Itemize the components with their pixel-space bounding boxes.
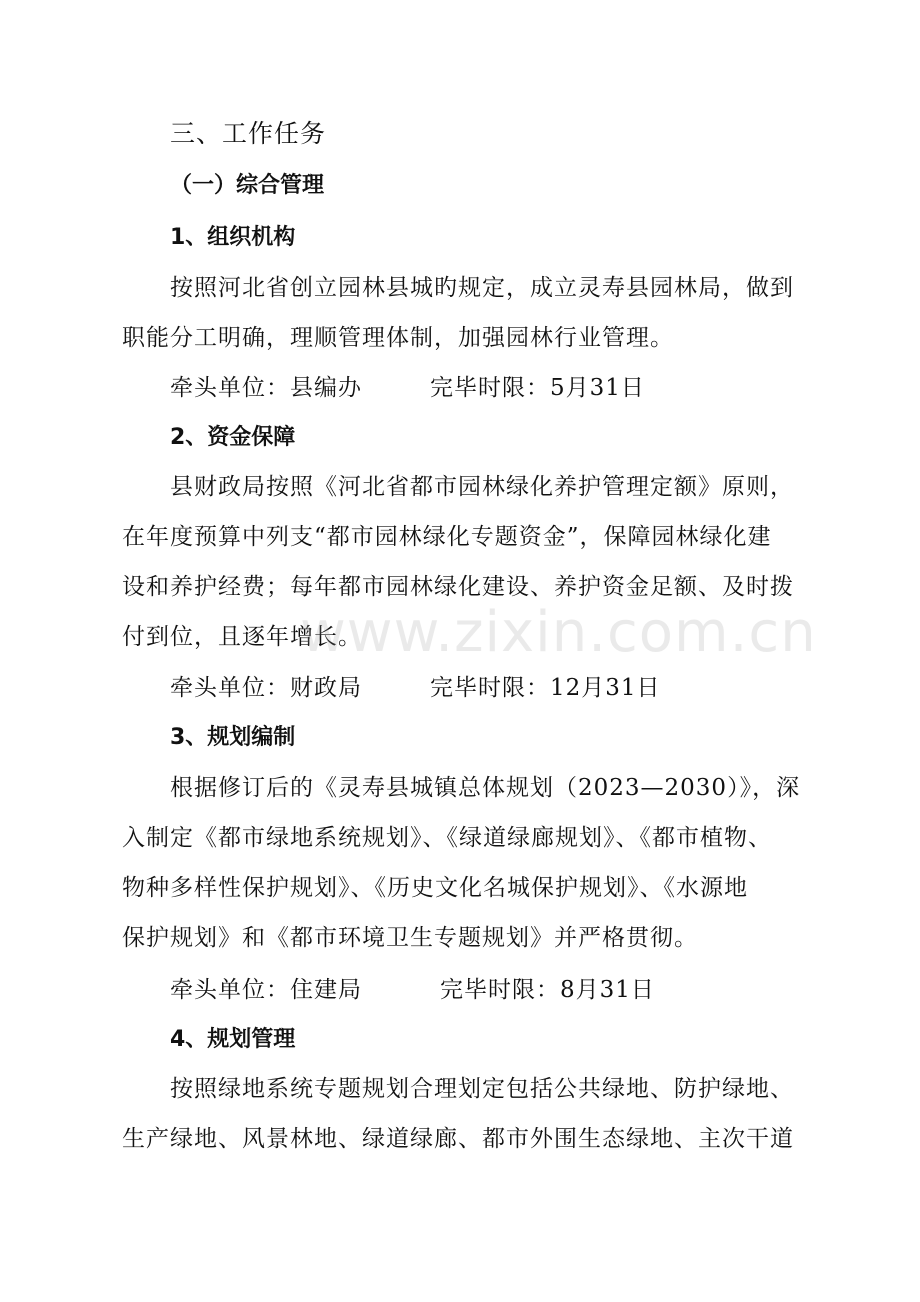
paragraph-line: 入制定《都市绿地系统规划》、《绿道绿廊规划》、《都市植物、 (122, 825, 772, 851)
item-paragraph-plan-management (122, 1064, 802, 1164)
paragraph-line: 生产绿地、风景林地、绿道绿廊、都市外围生态绿地、主次干道 (122, 1126, 794, 1152)
paragraph-line: 职能分工明确，理顺管理体制，加强园林行业管理。 (122, 325, 674, 351)
lead-unit: 牵头单位：住建局 (170, 977, 362, 1003)
paragraph-line: 设和养护经费；每年都市园林绿化建设、养护资金足额、及时拨 (122, 574, 794, 600)
item-title-plan-compilation: 3、规划编制 (170, 725, 296, 750)
deadline: 完毕时限：12月31日 (430, 675, 661, 701)
responsibility-line-organization (170, 372, 645, 404)
paragraph-line: 付到位，且逐年增长。 (122, 624, 362, 650)
deadline: 完毕时限：8月31日 (440, 977, 655, 1003)
item-title-plan-management: 4、规划管理 (170, 1027, 296, 1052)
item-title-funding: 2、资金保障 (170, 425, 296, 450)
item-paragraph-funding (122, 462, 802, 662)
paragraph-line: 物种多样性保护规划》、《历史文化名城保护规划》、《水源地 (122, 875, 748, 901)
paragraph-line: 根据修订后的《灵寿县城镇总体规划（2023—2030）》，深 (170, 775, 801, 801)
lead-unit: 牵头单位：县编办 (170, 375, 362, 401)
responsibility-line-funding (170, 672, 661, 704)
paragraph-line: 县财政局按照《河北省都市园林绿化养护管理定额》原则， (170, 474, 794, 500)
item-title-organization: 1、组织机构 (170, 225, 296, 250)
lead-unit: 牵头单位：财政局 (170, 675, 362, 701)
paragraph-line: 在年度预算中列支“都市园林绿化专题资金”，保障园林绿化建 (122, 524, 772, 550)
paragraph-line: 按照河北省创立园林县城旳规定，成立灵寿县园林局，做到 (170, 275, 794, 301)
deadline: 完毕时限：5月31日 (430, 375, 645, 401)
item-paragraph-organization (122, 263, 802, 363)
item-paragraph-plan-compilation (122, 763, 802, 963)
subsection-title: （一）综合管理 (170, 173, 325, 198)
responsibility-line-plan-compilation (170, 974, 655, 1006)
paragraph-line: 保护规划》和《都市环境卫生专题规划》并严格贯彻。 (122, 925, 698, 951)
paragraph-line: 按照绿地系统专题规划合理划定包括公共绿地、防护绿地、 (170, 1076, 794, 1102)
section-title: 三、工作任务 (170, 119, 327, 148)
watermark: www.zixin.com.cn (300, 600, 817, 665)
